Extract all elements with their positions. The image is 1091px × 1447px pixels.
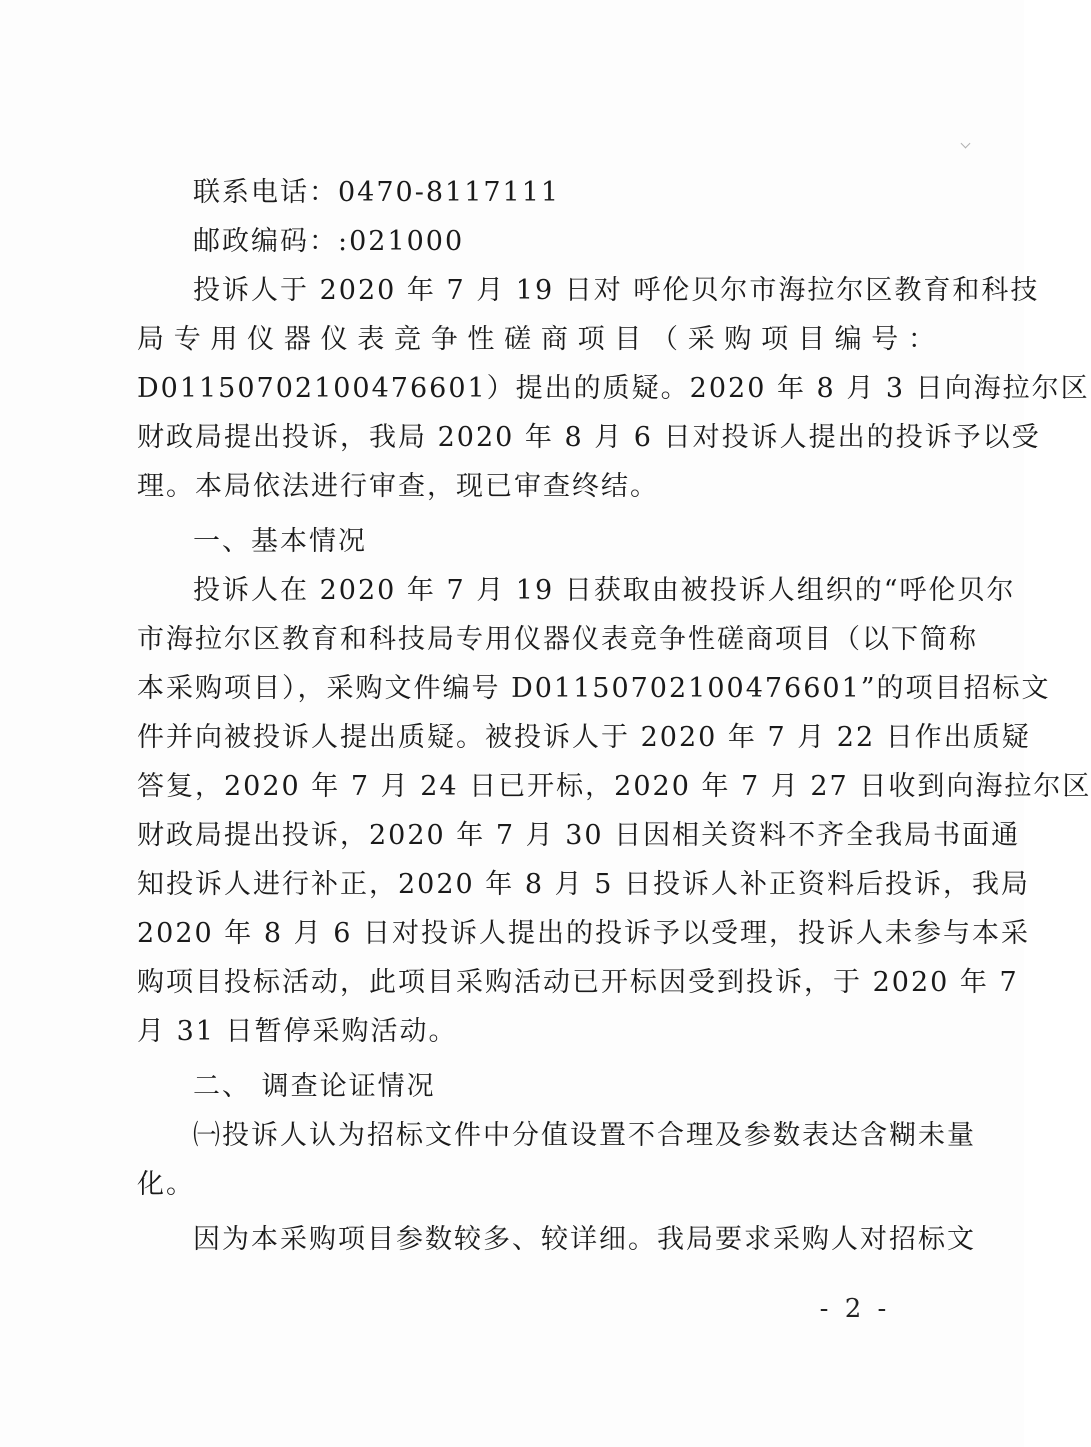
section2-paragraph <box>137 1215 976 1264</box>
section2-item1-line: ㈠投诉人认为招标文件中分值设置不合理及参数表达含糊未量 <box>193 1120 976 1151</box>
document-body <box>137 168 1091 1264</box>
section1-line: 月 31 日暂停采购活动。 <box>137 1016 458 1047</box>
section1-line: 本采购项目），采购文件编号 D01150702100476601”的项目招标文 <box>137 673 1051 704</box>
section1-line: 财政局提出投诉，2020 年 7 月 30 日因相关资料不齐全我局书面通 <box>137 820 1021 851</box>
phone-value: 0470-8117111 <box>338 177 561 208</box>
section1-heading: 一、基本情况 <box>193 526 367 557</box>
intro-line: 财政局提出投诉，我局 2020 年 8 月 6 日对投诉人提出的投诉予以受 <box>137 422 1041 453</box>
contact-phone <box>137 168 937 217</box>
intro-line: 投诉人于 2020 年 7 月 19 日对 呼伦贝尔市海拉尔区教育和科技 <box>193 275 1040 306</box>
section1-line: 投诉人在 2020 年 7 月 19 日获取由被投诉人组织的“呼伦贝尔 <box>193 575 1016 606</box>
postal-label: 邮政编码： <box>193 226 338 257</box>
intro-line: 理。本局依法进行审查，现已审查终结。 <box>137 471 659 502</box>
intro-line: D01150702100476601）提出的质疑。2020 年 8 月 3 日向海拉尔区 <box>137 373 1090 404</box>
intro-paragraph <box>137 266 1090 511</box>
section1-paragraph <box>137 566 1091 1056</box>
phone-label: 联系电话： <box>193 177 338 208</box>
section2-item1 <box>137 1111 976 1209</box>
postal-value: :021000 <box>338 226 465 257</box>
section1-line: 件并向被投诉人提出质疑。被投诉人于 2020 年 7 月 22 日作出质疑 <box>137 722 1031 753</box>
section1-line: 市海拉尔区教育和科技局专用仪器仪表竞争性磋商项目（以下简称 <box>137 624 978 655</box>
section2-heading: 二、 调查论证情况 <box>193 1071 436 1102</box>
page-number: - 2 - <box>819 1294 891 1324</box>
intro-line: 局专用仪器仪表竞争性磋商项目（采购项目编号： <box>137 324 937 355</box>
section1-line: 知投诉人进行补正，2020 年 8 月 5 日投诉人补正资料后投诉，我局 <box>137 869 1030 900</box>
section2-item1-line: 化。 <box>137 1169 195 1200</box>
section2-para-line: 因为本采购项目参数较多、较详细。我局要求采购人对招标文 <box>193 1224 976 1255</box>
section1-line: 购项目投标活动，此项目采购活动已开标因受到投诉，于 2020 年 7 <box>137 967 1019 998</box>
section1-line: 答复，2020 年 7 月 24 日已开标，2020 年 7 月 27 日收到向海拉尔区 <box>137 771 1091 802</box>
section1-line: 2020 年 8 月 6 日对投诉人提出的投诉予以受理，投诉人未参与本采 <box>137 918 1030 949</box>
scan-mark-icon <box>961 139 971 149</box>
contact-postal <box>137 217 937 266</box>
